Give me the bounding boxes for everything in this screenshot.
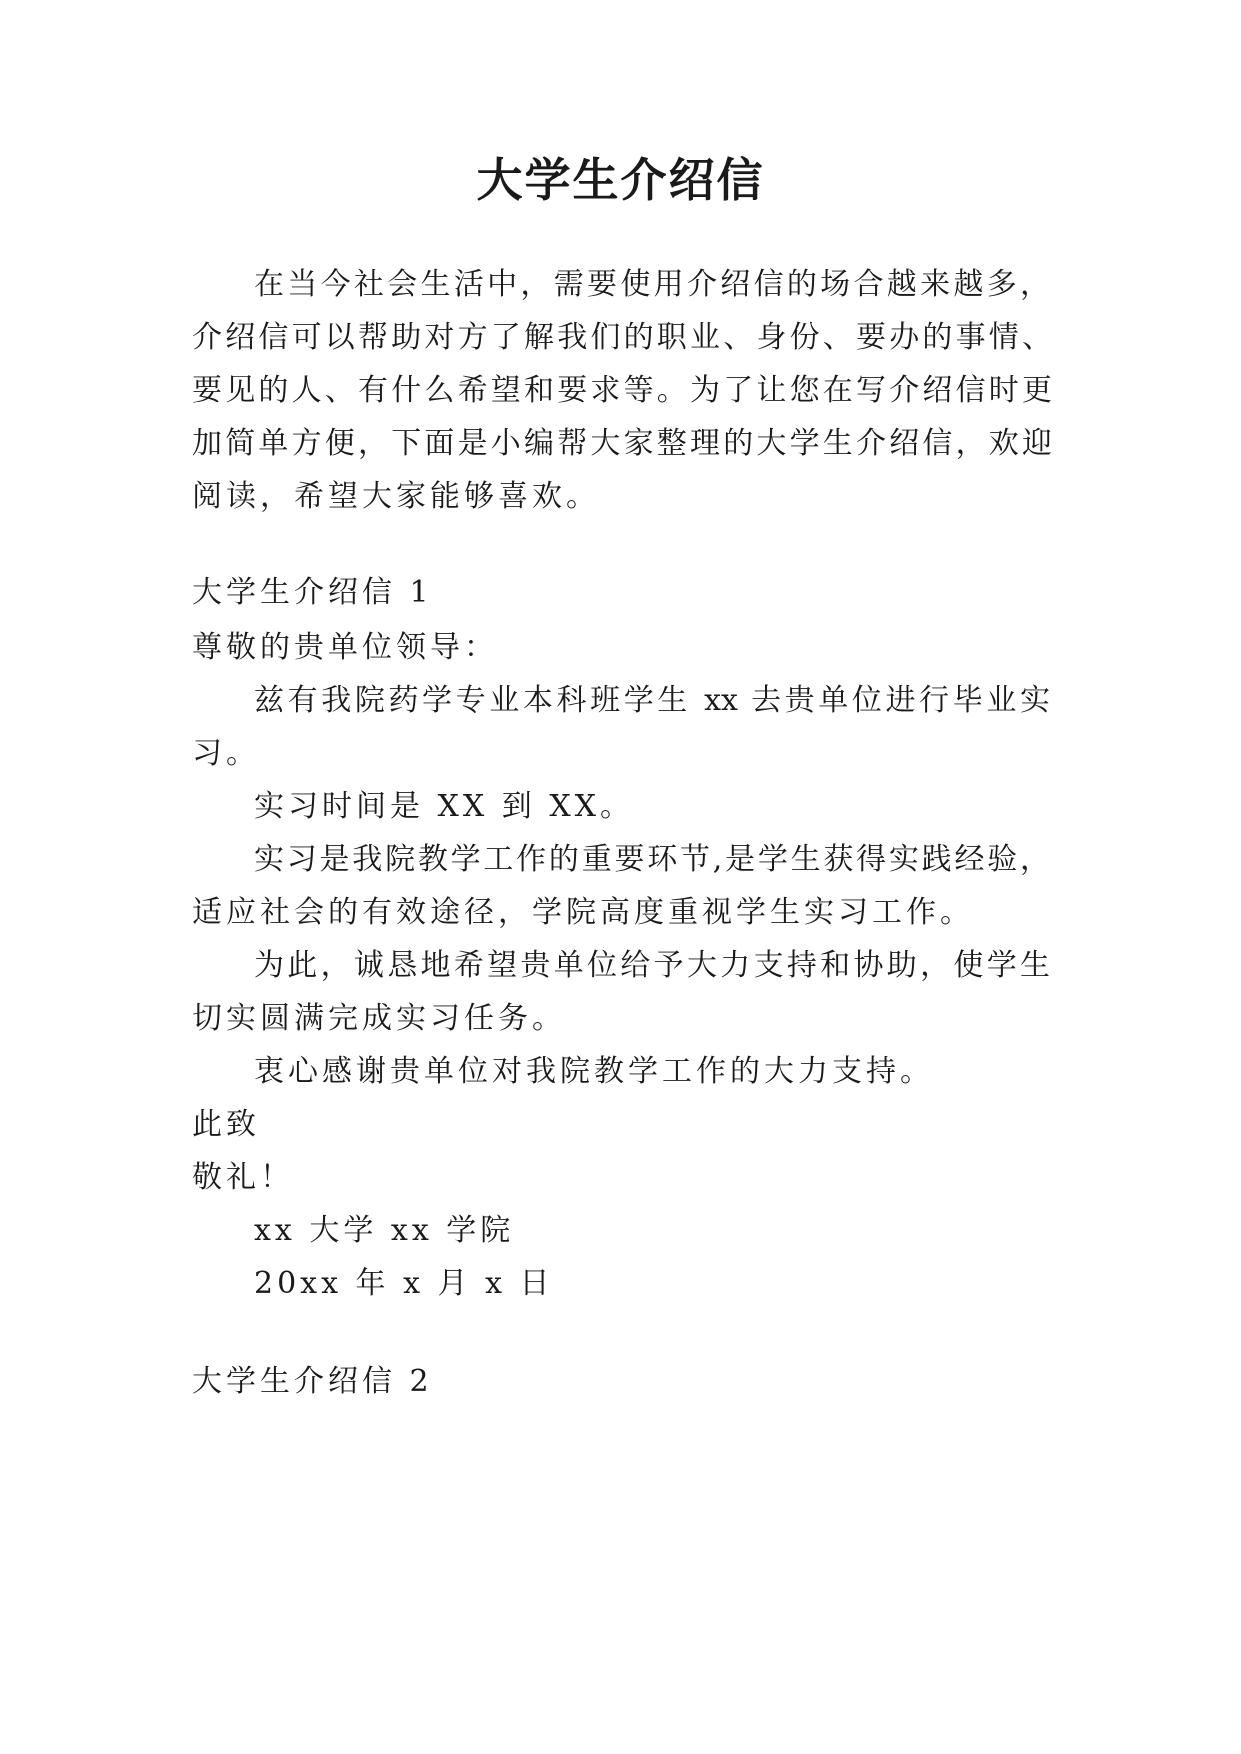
- letter1-body-line-5: 适应社会的有效途径，学院高度重视学生实习工作。: [192, 895, 974, 930]
- letter1-signature: xx 大学 xx 学院: [254, 1213, 515, 1248]
- letter1-body-line-6: 为此，诚恳地希望贵单位给予大力支持和协助，使学生: [254, 948, 1050, 983]
- intro-line-2: 介绍信可以帮助对方了解我们的职业、身份、要办的事情、: [192, 320, 1052, 355]
- letter1-body-line-1: 兹有我院药学专业本科班学生 xx 去贵单位进行毕业实: [254, 683, 1050, 718]
- letter1-body-line-4: 实习是我院教学工作的重要环节,是学生获得实践经验，: [254, 842, 1050, 877]
- letter1-salutation: 尊敬的贵单位领导：: [192, 630, 498, 665]
- intro-line-5: 阅读，希望大家能够喜欢。: [192, 479, 600, 514]
- letter1-closing-1: 此致: [192, 1107, 260, 1142]
- letter1-body-line-2: 习。: [192, 736, 260, 771]
- document-title: 大学生介绍信: [476, 153, 765, 207]
- letter2-heading: 大学生介绍信 2: [192, 1364, 433, 1399]
- letter1-date: 20xx 年 x 月 x 日: [254, 1266, 554, 1301]
- letter1-body-line-8: 衷心感谢贵单位对我院教学工作的大力支持。: [254, 1054, 934, 1089]
- letter1-body-line-3: 实习时间是 XX 到 XX。: [254, 789, 635, 824]
- intro-line-3: 要见的人、有什么希望和要求等。为了让您在写介绍信时更: [192, 373, 1052, 408]
- intro-line-1: 在当今社会生活中，需要使用介绍信的场合越来越多，: [254, 267, 1050, 302]
- letter1-closing-2: 敬礼！: [192, 1160, 294, 1195]
- letter1-body-line-7: 切实圆满完成实习任务。: [192, 1001, 566, 1036]
- intro-line-4: 加简单方便，下面是小编帮大家整理的大学生介绍信，欢迎: [192, 426, 1052, 461]
- letter1-heading: 大学生介绍信 1: [192, 575, 433, 610]
